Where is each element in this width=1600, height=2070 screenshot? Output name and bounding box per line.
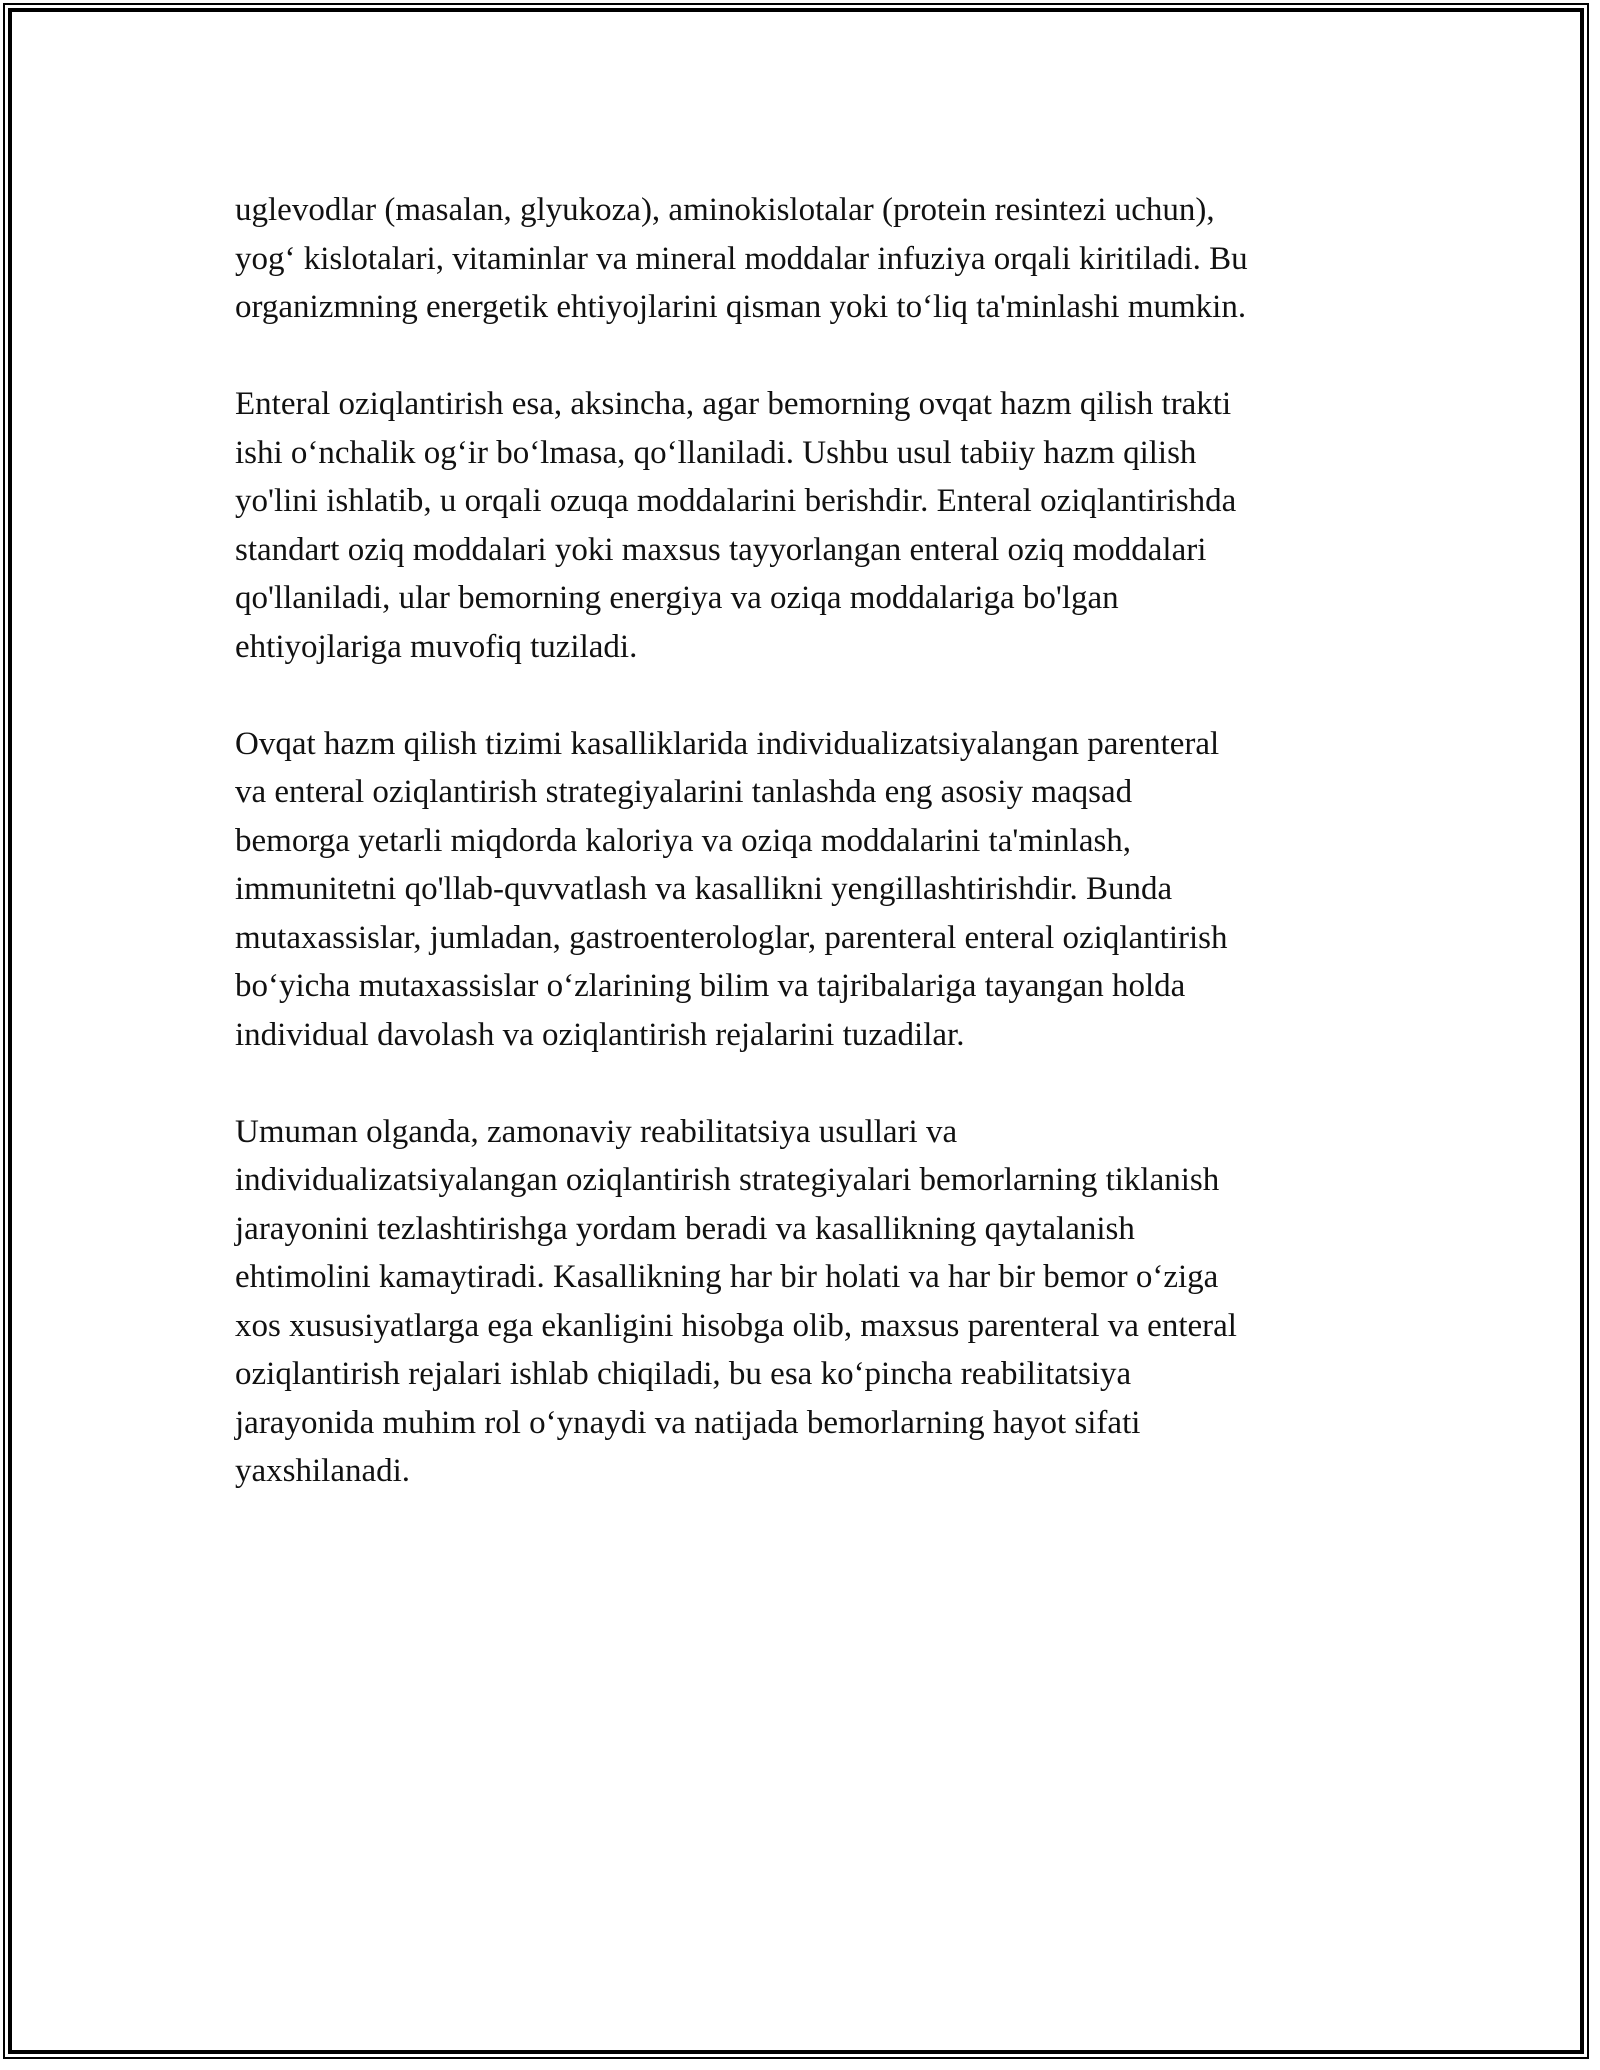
paragraph-enteral-nutrition: Enteral oziqlantirish esa, aksincha, agar bemorning ovqat hazm qilish trakti ishi o‘nchalik og‘ir bo‘lmasa, qo‘llaniladi. Ushbu usul tabiiy hazm qilish yo'lini ishlatib, u orqali ozuqa moddalarini berishdir. Enteral oziqlantirishda standart oziq moddalari yoki maxsus tayyorlangan enteral oziq moddalari qo'llaniladi, ular bemorning energiya va oziqa moddalariga bo'lgan ehtiyojlariga muvofiq tuziladi. — [235, 386, 1237, 665]
document-body — [235, 186, 1375, 1544]
paragraph-rehabilitation-summary: Umuman olganda, zamonaviy reabilitatsiya usullari va individualizatsiyalangan oziqlantirish strategiyalari bemorlarning tiklanish jarayonini tezlashtirishga yordam beradi va kasallikning qaytalanish ehtimolini kamaytiradi. Kasallikning har bir holati va har bir bemor o‘ziga xos xususiyatlarga ega ekanligini hisobga olib, maxsus parenteral va enteral oziqlantirish rejalari ishlab chiqiladi, bu esa ko‘pincha reabilitatsiya jarayonida muhim rol o‘ynaydi va natijada bemorlarning hayot sifati yaxshilanadi. — [235, 1113, 1237, 1489]
paragraph-individualized-strategies: Ovqat hazm qilish tizimi kasalliklarida individualizatsiyalangan parenteral va enteral oziqlantirish strategiyalarini tanlashda eng asosiy maqsad bemorga yetarli miqdorda kaloriya va oziqa moddalarini ta'minlash, immunitetni qo'llab-quvvatlash va kasallikni yengillashtirishdir. Bunda mutaxassislar, jumladan, gastroenterologlar, parenteral enteral oziqlantirish bo‘yicha mutaxassislar o‘zlarining bilim va tajribalariga tayangan holda individual davolash va oziqlantirish rejalarini tuzadilar. — [235, 725, 1228, 1053]
paragraph-nutrients: uglevodlar (masalan, glyukoza), aminokislotalar (protein resintezi uchun), yog‘ kislotalari, vitaminlar va mineral moddalar infuziya orqali kiritiladi. Bu organizmning energetik ehtiyojlarini qisman yoki to‘liq ta'minlashi mumkin. — [235, 192, 1248, 325]
